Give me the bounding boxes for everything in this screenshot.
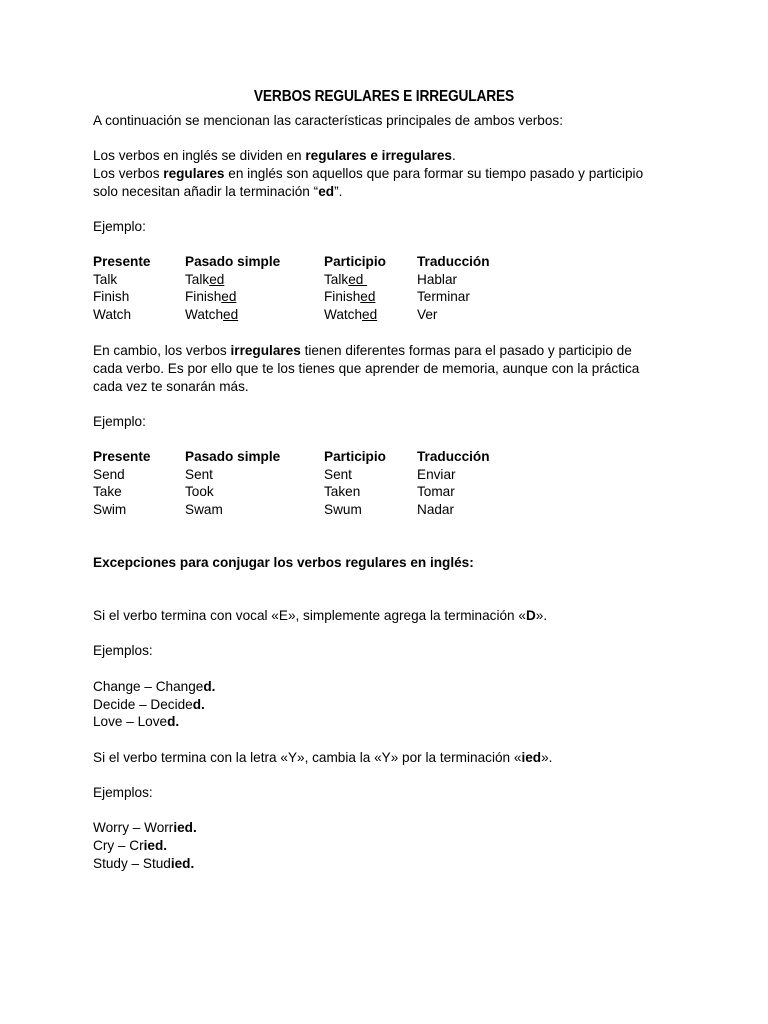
cell-presente: Take [93,484,122,500]
paragraph-division [93,147,456,165]
cell-traduccion: Tomar [417,484,455,500]
text-run: tienen diferentes formas para el pasado y participio de [300,343,632,358]
example-label: Ejemplo: [93,414,146,429]
table-row [93,501,593,519]
suffix: ed [223,306,239,322]
list-item [93,837,167,855]
cell-traduccion: Nadar [417,501,455,517]
list-item [93,678,215,696]
suffix: ed [221,289,237,305]
column-header: Participio [324,449,386,464]
cell-participio [324,306,377,324]
text-run: solo necesitan añadir la terminación “ [93,184,319,199]
cell-participio: Taken [324,484,361,500]
regular-verbs-table [93,253,593,323]
rule-y [93,749,552,767]
text-run: en inglés son aquellos que para formar su tiempo pasado y participio [224,166,644,181]
bold-run: regulares e irregulares [305,148,452,163]
stem: Talk [185,271,210,287]
text-run: En cambio, los verbos [93,343,231,358]
column-header: Presente [93,449,151,464]
paragraph-regular-line1 [93,165,643,183]
table-header-row [93,253,593,271]
table-header-row [93,448,593,466]
cell-traduccion: Ver [417,306,438,322]
text-run: . [451,148,456,163]
bold-run: d. [203,679,216,694]
bold-run: regulares [163,166,225,181]
stem: Finish [324,289,361,305]
column-header: Traducción [417,449,490,464]
stem: Talk [324,271,349,287]
column-header: Pasado simple [185,254,281,269]
text-run: Love – Love [93,714,168,729]
text-run: ». [541,750,553,765]
text-run: Decide – Decide [93,697,193,712]
column-header: Participio [324,254,386,269]
stem: Watch [185,306,224,322]
list-item [93,819,197,837]
cell-participio [324,288,375,306]
paragraph-irregular-line3: cada vez te sonarán más. [93,379,249,394]
list-item [93,855,194,873]
text-run: Si el verbo termina con la letra «Y», cambia la «Y» por la terminación « [93,750,522,765]
suffix: ed [209,271,225,287]
examples-label: Ejemplos: [93,785,153,800]
irregular-verbs-table [93,448,593,518]
bold-run: ied. [143,838,168,853]
rule-e [93,607,547,625]
bold-run: D [525,608,536,623]
cell-participio: Sent [324,466,352,482]
cell-presente: Swim [93,501,127,517]
table-row [93,306,593,324]
page-title: VERBOS REGULARES E IRREGULARES [253,88,515,105]
table-row [93,288,593,306]
paragraph-regular-line2 [93,183,342,201]
exceptions-heading: Excepciones para conjugar los verbos regulares en inglés: [93,555,474,570]
cell-participio [324,271,367,289]
text-run: Los verbos en inglés se dividen en [93,148,306,163]
column-header: Presente [93,254,151,269]
cell-pasado [185,288,236,306]
cell-pasado [185,271,224,289]
cell-traduccion: Terminar [417,289,470,305]
text-run: ». [535,608,548,623]
list-item [93,696,205,714]
bold-run: ied. [170,856,195,871]
cell-presente: Talk [93,271,118,287]
text-run: ”. [334,184,343,199]
bold-run: d. [167,714,180,729]
cell-traduccion: Hablar [417,271,458,287]
text-run: Study – Stud [93,856,171,871]
column-header: Traducción [417,254,490,269]
table-row [93,483,593,501]
bold-run: ied [521,750,542,765]
cell-pasado: Swam [185,501,223,517]
table-row [93,466,593,484]
text-run: Si el verbo termina con vocal «E», simplemente agrega la terminación « [93,608,526,623]
cell-presente: Finish [93,289,130,305]
bold-run: ed [318,184,335,199]
text-run: Worry – Worr [93,820,174,835]
stem: Finish [185,289,222,305]
cell-participio: Swum [324,501,362,517]
cell-pasado: Took [185,484,214,500]
column-header: Pasado simple [185,449,281,464]
cell-presente: Send [93,466,125,482]
suffix: ed [348,271,368,287]
text-run: Change – Change [93,679,204,694]
paragraph-irregular-line2: cada verbo. Es por ello que te los tienes que aprender de memoria, aunque con la práctica [93,361,640,376]
cell-traduccion: Enviar [417,466,456,482]
bold-run: ied. [173,820,197,835]
bold-run: d. [192,697,205,712]
bold-run: irregulares [230,343,301,358]
text-run: Cry – Cr [93,838,144,853]
text-run: Los verbos [93,166,164,181]
example-label: Ejemplo: [93,219,146,234]
paragraph-irregular-line1 [93,342,632,360]
examples-label: Ejemplos: [93,643,153,658]
cell-presente: Watch [93,306,132,322]
suffix: ed [360,289,376,305]
stem: Watch [324,306,363,322]
table-row [93,271,593,289]
intro-text: A continuación se mencionan las características principales de ambos verbos: [93,113,563,128]
cell-pasado: Sent [185,466,213,482]
suffix: ed [362,306,378,322]
list-item [93,713,179,731]
cell-pasado [185,306,238,324]
